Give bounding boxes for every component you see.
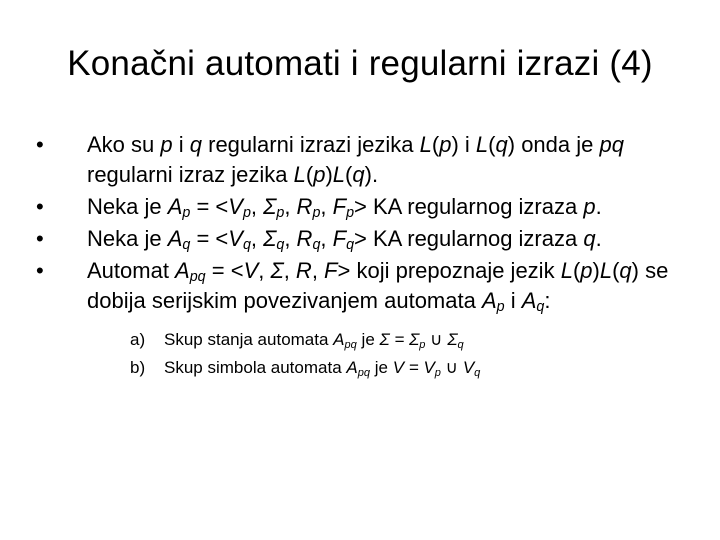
bullet-text-3: Neka je $A_q = <V_q$, $\Sigma_q$, $R_q$, $F_q>$ KA regularnog izraza q. [87,226,602,253]
bullet-item-2 [36,192,676,222]
bullet-text-2: Neka je $A_p = <V_p$, $\Sigma_p$, $R_p$, $F_p>$ KA regularnog izraza p. [87,194,602,221]
bullet-item-3 [36,224,676,254]
sub-item-b [130,354,676,382]
bullet-text-4: Automat $A_{pq} = <V$, Σ, R, F> koji prepoznaje jezik L(p)L(q) se dobija serijskim povezivanjem automata $A_p$ i $A_q$: [87,258,669,315]
sub-marker-a: a) [130,330,146,349]
sub-text-a: Skup stanja automata $A_{pq}$ je $\Sigma = \Sigma_p$ ∪ $\Sigma_q$ [164,330,464,351]
bullet-item-4 [36,256,676,382]
bullet-item-1 [36,130,676,190]
bullet-dot: • [36,258,44,283]
sub-list [130,326,676,382]
sub-marker-b: b) [130,358,146,377]
bullet-dot: • [36,132,44,157]
bullet-list [36,130,676,384]
sub-text-b: Skup simbola automata $A_{pq}$ je $V = V_p$ ∪ $V_q$ [164,358,481,379]
bullet-dot: • [36,226,44,251]
bullet-dot: • [36,194,44,219]
slide-title: Konačni automati i regularni izrazi (4) [67,44,653,83]
sub-item-a [130,326,676,354]
bullet-text-1: Ako su p i q regularni izrazi jezika L(p) i L(q) onda je pq regularni izraz jezika L(p)L(q). [87,132,624,187]
